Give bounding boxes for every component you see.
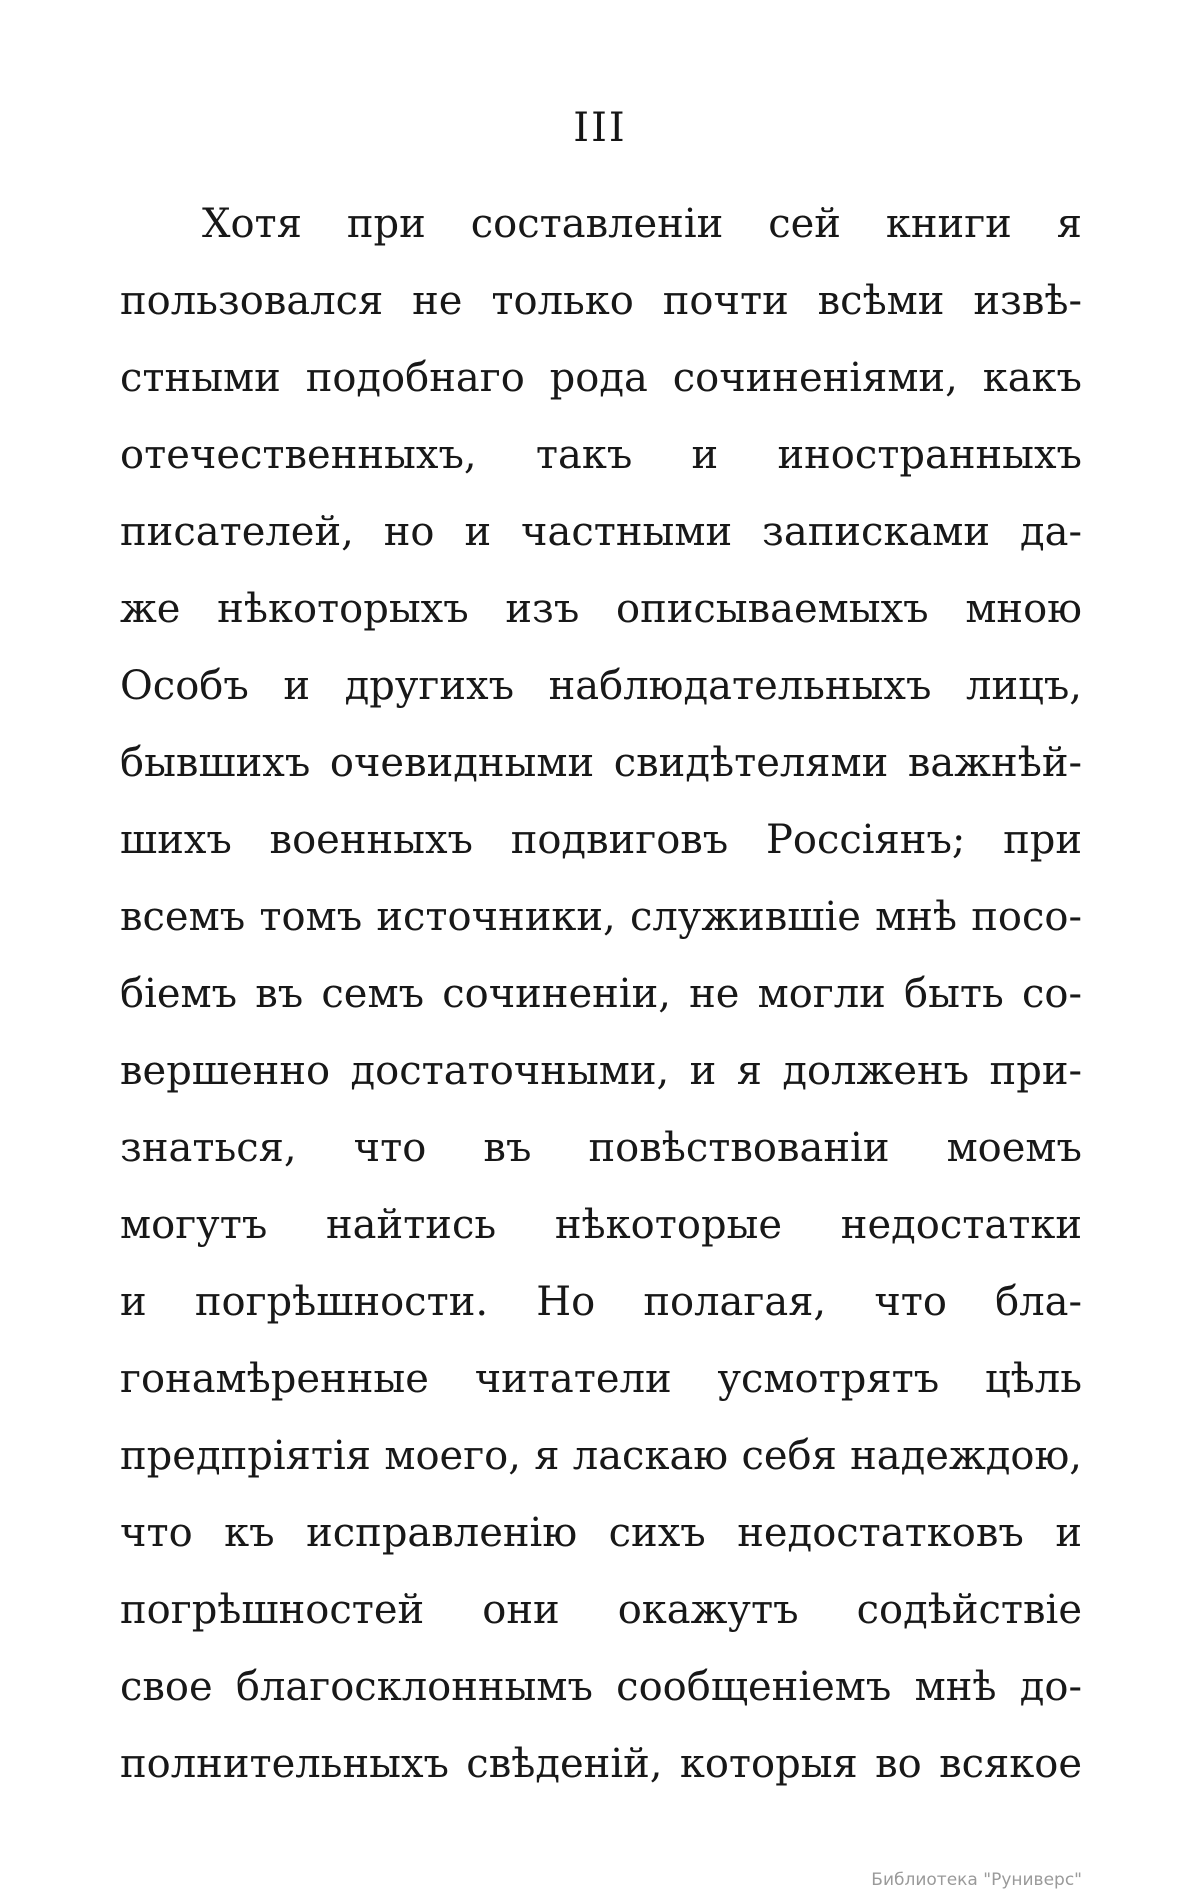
text-line: свое благосклоннымъ сообщеніемъ мнѣ до- xyxy=(120,1664,1082,1710)
text-line: всемъ томъ источники, служившіе мнѣ посо- xyxy=(120,894,1082,940)
text-line: Хотя при составленіи сей книги я xyxy=(202,201,1082,247)
library-watermark: Библиотека "Руниверс" xyxy=(871,1870,1082,1890)
text-line: что къ исправленію сихъ недостатковъ и xyxy=(120,1510,1082,1556)
text-line: шихъ военныхъ подвиговъ Россіянъ; при xyxy=(120,817,1082,863)
text-line: предпріятія моего, я ласкаю себя надеждою, xyxy=(120,1433,1082,1479)
text-line: писателей, но и частными записками да- xyxy=(120,509,1082,555)
page-number: III xyxy=(573,105,627,151)
text-line: біемъ въ семъ сочиненіи, не могли быть со- xyxy=(120,971,1082,1017)
text-line: Особъ и другихъ наблюдательныхъ лицъ, xyxy=(120,663,1082,709)
body-text xyxy=(120,186,1082,1803)
text-line: полнительныхъ свѣденій, которыя во всякое xyxy=(120,1741,1082,1787)
text-line: пользовался не только почти всѣми извѣ- xyxy=(120,278,1082,324)
text-line: вершенно достаточными, и я долженъ при- xyxy=(120,1048,1082,1094)
text-line: знаться, что въ повѣствованіи моемъ xyxy=(120,1125,1082,1171)
text-line: бывшихъ очевидными свидѣтелями важнѣй- xyxy=(120,740,1082,786)
text-line: могутъ найтись нѣкоторые недостатки xyxy=(120,1202,1082,1248)
text-line: погрѣшностей они окажутъ содѣйствіе xyxy=(120,1587,1082,1633)
text-line: и погрѣшности. Но полагая, что бла- xyxy=(120,1279,1082,1325)
text-line: отечественныхъ, такъ и иностранныхъ xyxy=(120,432,1082,478)
text-line: гонамѣренные читатели усмотрятъ цѣль xyxy=(120,1356,1082,1402)
text-line: стными подобнаго рода сочиненіями, какъ xyxy=(120,355,1082,401)
text-line: же нѣкоторыхъ изъ описываемыхъ мною xyxy=(120,586,1082,632)
